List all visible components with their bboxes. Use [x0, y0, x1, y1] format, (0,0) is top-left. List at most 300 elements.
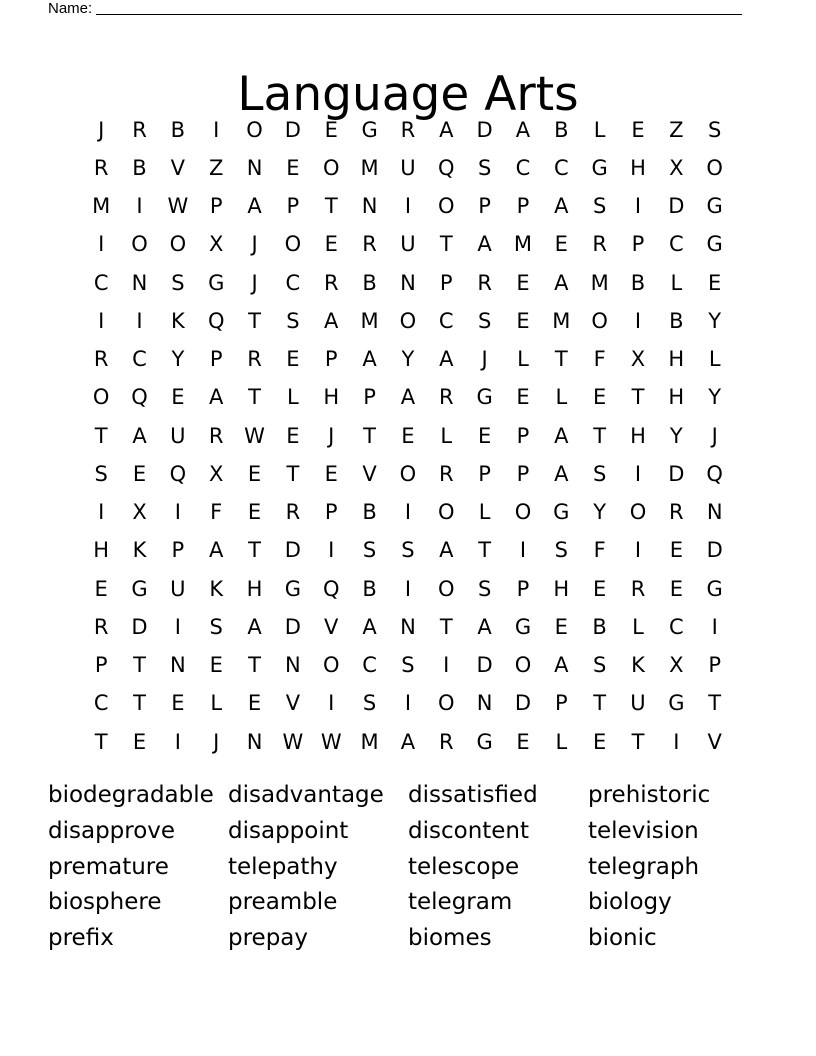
grid-letter: M	[92, 194, 111, 219]
grid-letter: E	[593, 729, 607, 754]
grid-letter: P	[324, 500, 338, 525]
grid-letter: Q	[706, 461, 723, 486]
grid-letter: I	[98, 500, 105, 525]
grid-letter: A	[400, 385, 416, 410]
grid-letter: D	[284, 614, 301, 639]
word-bank-item: preamble	[228, 889, 338, 916]
grid-letter: F	[210, 500, 223, 525]
grid-letter: R	[323, 270, 339, 295]
grid-letter: I	[634, 461, 642, 486]
grid-letter: J	[481, 347, 488, 372]
word-bank-item: disappoint	[228, 817, 349, 844]
grid-letter: P	[516, 576, 530, 601]
grid-letter: O	[92, 385, 110, 410]
grid-letter: H	[246, 576, 263, 601]
grid-letter: E	[669, 538, 683, 563]
grid-letter: E	[593, 385, 607, 410]
grid-letter: M	[360, 729, 379, 754]
grid-letter: I	[634, 194, 642, 219]
grid-letter: G	[591, 155, 608, 180]
grid-letter: E	[132, 729, 147, 754]
grid-letter: R	[247, 347, 262, 372]
grid-letter: Y	[401, 347, 415, 372]
grid-letter: A	[554, 194, 569, 219]
grid-letter: V	[324, 614, 339, 639]
grid-letter: C	[93, 691, 109, 716]
word-bank-item: disadvantage	[228, 782, 384, 808]
grid-letter: E	[209, 653, 223, 678]
grid-letter: Y	[593, 500, 607, 525]
grid-letter: A	[324, 308, 339, 333]
grid-letter: Q	[131, 385, 148, 410]
grid-letter: P	[439, 270, 453, 295]
grid-letter: L	[555, 385, 568, 410]
grid-letter: J	[328, 423, 335, 448]
grid-letter: I	[443, 653, 450, 678]
grid-letter: Q	[322, 576, 340, 601]
grid-letter: E	[171, 385, 185, 410]
grid-letter: R	[630, 576, 646, 601]
grid-letter: X	[132, 500, 147, 525]
grid-letter: H	[668, 385, 685, 410]
grid-letter: B	[362, 576, 377, 601]
grid-letter: N	[170, 653, 186, 678]
grid-letter: E	[324, 117, 338, 142]
grid-letter: C	[438, 308, 454, 333]
grid-letter: C	[132, 347, 147, 372]
grid-letter: O	[706, 155, 723, 180]
grid-letter: G	[706, 232, 723, 257]
grid-letter: I	[711, 614, 718, 639]
grid-letter: N	[476, 691, 493, 716]
grid-letter: P	[324, 347, 338, 372]
grid-letter: S	[708, 117, 722, 142]
grid-letter: A	[477, 232, 492, 257]
grid-letter: D	[131, 614, 148, 639]
grid-letter: G	[514, 614, 532, 639]
grid-letter: S	[401, 653, 415, 678]
grid-letter: V	[170, 155, 186, 180]
grid-letter: A	[477, 614, 492, 639]
grid-letter: J	[251, 270, 258, 295]
grid-letter: T	[554, 347, 568, 372]
grid-letter: O	[131, 232, 148, 257]
grid-letter: G	[476, 729, 493, 754]
grid-letter: G	[706, 576, 723, 601]
grid-letter: B	[362, 270, 377, 295]
grid-letter: P	[363, 385, 376, 410]
grid-letter: O	[438, 500, 455, 525]
grid-letter: N	[246, 155, 263, 180]
grid-letter: P	[708, 653, 721, 678]
grid-letter: U	[170, 423, 186, 448]
grid-letter: W	[320, 729, 342, 754]
word-bank-item: telegraph	[588, 853, 700, 880]
grid-letter: S	[477, 576, 492, 601]
grid-letter: N	[131, 270, 148, 295]
grid-letter: M	[513, 232, 533, 257]
grid-letter: B	[132, 155, 147, 180]
grid-letter: A	[439, 347, 454, 372]
grid-letter: I	[98, 308, 105, 333]
grid-letter: N	[400, 614, 416, 639]
grid-letter: C	[362, 653, 377, 678]
grid-letter: G	[361, 117, 378, 142]
grid-letter: X	[669, 155, 684, 180]
grid-letter: E	[324, 232, 338, 257]
grid-letter: G	[668, 691, 685, 716]
grid-letter: Q	[169, 461, 187, 486]
grid-letter: G	[706, 194, 723, 219]
grid-letter: I	[328, 691, 335, 716]
grid-letter: H	[323, 385, 340, 410]
grid-letter: R	[477, 270, 492, 295]
grid-letter: W	[167, 194, 189, 219]
grid-letter: L	[517, 347, 529, 372]
grid-letter: T	[94, 423, 108, 448]
grid-letter: T	[286, 461, 300, 486]
grid-letter: O	[399, 461, 417, 486]
grid-letter: S	[592, 653, 607, 678]
grid-letter: A	[362, 347, 377, 372]
grid-letter: S	[401, 538, 415, 563]
grid-letter: P	[516, 194, 530, 219]
word-bank-item: bionic	[588, 925, 657, 952]
grid-letter: B	[630, 270, 646, 295]
grid-letter: I	[213, 117, 220, 142]
grid-letter: G	[476, 385, 493, 410]
grid-letter: V	[285, 691, 301, 716]
name-underline	[96, 14, 742, 15]
grid-letter: T	[133, 691, 146, 716]
word-bank-item: telepathy	[228, 853, 338, 880]
grid-letter: E	[593, 576, 607, 601]
grid-letter: P	[209, 194, 223, 219]
grid-letter: R	[438, 729, 454, 754]
grid-letter: Y	[171, 347, 185, 372]
grid-letter: N	[361, 194, 378, 219]
grid-letter: M	[552, 308, 571, 333]
grid-letter: A	[209, 538, 224, 563]
grid-letter: Z	[209, 155, 224, 180]
word-bank-item: television	[588, 817, 699, 844]
grid-letter: Q	[207, 308, 225, 333]
grid-letter: T	[94, 729, 108, 754]
grid-letter: T	[248, 653, 261, 678]
grid-letter: A	[554, 461, 569, 486]
grid-letter: K	[631, 653, 645, 678]
grid-letter: A	[439, 117, 454, 142]
grid-letter: A	[400, 729, 416, 754]
grid-letter: S	[477, 308, 492, 333]
grid-letter: O	[629, 500, 647, 525]
grid-letter: P	[478, 461, 491, 486]
grid-letter: B	[592, 614, 607, 639]
name-label: Name:	[48, 0, 93, 17]
grid-letter: N	[285, 653, 301, 678]
grid-letter: A	[439, 538, 454, 563]
grid-letter: S	[209, 614, 223, 639]
grid-letter: A	[247, 194, 262, 219]
grid-letter: F	[593, 347, 606, 372]
grid-letter: P	[286, 194, 300, 219]
grid-letter: O	[322, 653, 340, 678]
grid-letter: L	[287, 385, 299, 410]
grid-letter: C	[93, 270, 109, 295]
grid-letter: H	[630, 423, 646, 448]
grid-letter: Y	[708, 385, 722, 410]
word-bank-item: dissatisfied	[408, 782, 538, 808]
word-bank-item: biodegradable	[48, 782, 214, 808]
grid-letter: E	[286, 423, 300, 448]
grid-letter: B	[170, 117, 186, 142]
grid-letter: D	[706, 538, 723, 563]
grid-letter: I	[98, 232, 105, 257]
grid-letter: D	[284, 117, 301, 142]
grid-letter: E	[171, 691, 185, 716]
grid-letter: E	[554, 614, 568, 639]
grid-letter: V	[362, 461, 377, 486]
grid-letter: I	[174, 729, 181, 754]
grid-letter: O	[438, 576, 455, 601]
grid-letter: G	[553, 500, 570, 525]
grid-letter: L	[555, 729, 568, 754]
grid-letter: Z	[669, 117, 684, 142]
grid-letter: L	[440, 423, 453, 448]
grid-letter: I	[673, 729, 680, 754]
grid-letter: O	[322, 155, 340, 180]
grid-letter: T	[248, 308, 261, 333]
grid-letter: N	[706, 500, 723, 525]
grid-letter: P	[94, 653, 108, 678]
grid-letter: K	[170, 308, 185, 333]
grid-letter: E	[669, 576, 683, 601]
grid-letter: A	[554, 423, 569, 448]
grid-letter: B	[362, 500, 377, 525]
grid-letter: P	[516, 461, 530, 486]
grid-letter: I	[404, 194, 412, 219]
grid-letter: T	[324, 194, 338, 219]
grid-letter: Y	[669, 423, 683, 448]
grid-letter: G	[208, 270, 225, 295]
grid-letter: X	[209, 232, 224, 257]
grid-letter: U	[630, 691, 646, 716]
grid-letter: S	[554, 538, 568, 563]
grid-letter: T	[248, 538, 261, 563]
grid-letter: A	[132, 423, 147, 448]
word-bank-item: telegram	[408, 889, 513, 916]
grid-letter: Q	[438, 155, 455, 180]
grid-letter: H	[553, 576, 570, 601]
grid-letter: U	[170, 576, 186, 601]
grid-letter: T	[363, 423, 376, 448]
grid-letter: T	[439, 614, 453, 639]
grid-letter: Y	[708, 308, 722, 333]
grid-letter: I	[174, 500, 181, 525]
grid-letter: E	[247, 691, 262, 716]
grid-letter: R	[132, 117, 147, 142]
grid-letter: A	[247, 614, 262, 639]
grid-letter: D	[514, 691, 532, 716]
grid-letter: L	[632, 614, 644, 639]
grid-letter: E	[324, 461, 338, 486]
word-bank-item: discontent	[408, 817, 530, 844]
grid-letter: P	[554, 691, 568, 716]
grid-letter: H	[668, 347, 685, 372]
grid-letter: B	[669, 308, 684, 333]
grid-letter: P	[478, 194, 491, 219]
grid-letter: S	[362, 691, 377, 716]
grid-letter: R	[93, 614, 109, 639]
grid-letter: M	[360, 155, 379, 180]
grid-letter: P	[631, 232, 645, 257]
grid-letter: R	[438, 385, 454, 410]
word-bank-item: premature	[48, 853, 169, 880]
word-bank-item: prehistoric	[588, 782, 711, 808]
grid-letter: T	[593, 691, 607, 716]
grid-letter: E	[516, 270, 530, 295]
grid-letter: J	[98, 117, 105, 142]
grid-letter: P	[516, 423, 530, 448]
grid-letter: I	[136, 308, 143, 333]
grid-letter: D	[284, 538, 301, 563]
letter-grid	[82, 111, 734, 761]
grid-letter: C	[285, 270, 301, 295]
grid-letter: R	[285, 500, 301, 525]
grid-letter: S	[94, 461, 108, 486]
grid-letter: W	[244, 423, 265, 448]
grid-letter: S	[592, 194, 607, 219]
grid-letter: I	[634, 308, 642, 333]
grid-letter: E	[247, 500, 262, 525]
grid-letter: D	[476, 653, 493, 678]
grid-letter: J	[711, 423, 718, 448]
word-bank-item: biology	[588, 889, 672, 916]
grid-letter: J	[251, 232, 258, 257]
grid-letter: X	[669, 653, 684, 678]
grid-letter: D	[668, 461, 685, 486]
grid-letter: X	[209, 461, 224, 486]
word-bank-item: prefix	[48, 925, 114, 952]
grid-letter: E	[286, 347, 300, 372]
grid-letter: W	[282, 729, 304, 754]
grid-letter: L	[210, 691, 223, 716]
grid-letter: L	[670, 270, 683, 295]
grid-letter: I	[404, 691, 412, 716]
grid-letter: D	[476, 117, 493, 142]
grid-letter: I	[136, 194, 143, 219]
grid-letter: T	[133, 653, 146, 678]
grid-letter: O	[399, 308, 417, 333]
grid-letter: E	[94, 576, 108, 601]
grid-letter: S	[171, 270, 185, 295]
grid-letter: C	[668, 614, 684, 639]
grid-letter: P	[171, 538, 185, 563]
grid-letter: A	[209, 385, 224, 410]
grid-letter: U	[400, 232, 416, 257]
name-field	[48, 0, 742, 18]
grid-letter: G	[131, 576, 148, 601]
grid-letter: T	[631, 729, 645, 754]
grid-letter: K	[209, 576, 224, 601]
grid-letter: K	[132, 538, 147, 563]
grid-letter: J	[213, 729, 220, 754]
grid-letter: I	[174, 614, 181, 639]
grid-letter: M	[590, 270, 609, 295]
word-bank	[48, 778, 768, 957]
grid-letter: P	[209, 347, 223, 372]
grid-letter: R	[438, 461, 454, 486]
grid-letter: R	[592, 232, 607, 257]
grid-letter: E	[286, 155, 300, 180]
grid-letter: O	[514, 500, 532, 525]
grid-letter: G	[284, 576, 302, 601]
grid-letter: R	[362, 232, 377, 257]
grid-letter: T	[593, 423, 607, 448]
grid-letter: X	[630, 347, 646, 372]
word-bank-item: prepay	[228, 925, 309, 952]
grid-letter: T	[439, 232, 453, 257]
grid-letter: A	[554, 270, 569, 295]
grid-letter: A	[362, 614, 377, 639]
grid-letter: R	[208, 423, 224, 448]
grid-letter: D	[668, 194, 685, 219]
grid-letter: I	[328, 538, 335, 563]
grid-letter: R	[400, 117, 416, 142]
grid-letter: H	[630, 155, 646, 180]
grid-letter: I	[634, 538, 642, 563]
word-bank-item: biosphere	[48, 889, 162, 916]
grid-letter: C	[515, 155, 531, 180]
grid-letter: B	[554, 117, 569, 142]
grid-letter: E	[631, 117, 645, 142]
grid-letter: R	[93, 155, 109, 180]
grid-letter: O	[169, 232, 187, 257]
grid-letter: O	[284, 232, 302, 257]
word-bank-item: biomes	[408, 925, 492, 952]
grid-letter: R	[669, 500, 684, 525]
grid-letter: E	[516, 385, 530, 410]
grid-letter: E	[516, 729, 530, 754]
grid-letter: L	[478, 500, 491, 525]
grid-letter: T	[478, 538, 492, 563]
grid-letter: O	[591, 308, 608, 333]
grid-letter: S	[362, 538, 377, 563]
grid-letter: I	[519, 538, 527, 563]
page-title: Language Arts	[237, 67, 579, 123]
grid-letter: O	[438, 691, 455, 716]
grid-letter: E	[132, 461, 147, 486]
grid-letter: E	[477, 423, 492, 448]
grid-letter: O	[438, 194, 455, 219]
grid-letter: E	[554, 232, 568, 257]
grid-letter: T	[248, 385, 261, 410]
grid-letter: H	[93, 538, 110, 563]
grid-letter: O	[246, 117, 263, 142]
grid-letter: I	[404, 500, 412, 525]
grid-letter: A	[515, 117, 531, 142]
grid-letter: N	[246, 729, 263, 754]
grid-letter: F	[593, 538, 606, 563]
grid-letter: M	[360, 308, 379, 333]
grid-letter: T	[708, 691, 722, 716]
grid-letter: C	[668, 232, 684, 257]
grid-letter: S	[592, 461, 607, 486]
grid-letter: A	[554, 653, 569, 678]
grid-letter: E	[401, 423, 415, 448]
grid-letter: N	[400, 270, 416, 295]
word-bank-item: telescope	[408, 853, 520, 880]
